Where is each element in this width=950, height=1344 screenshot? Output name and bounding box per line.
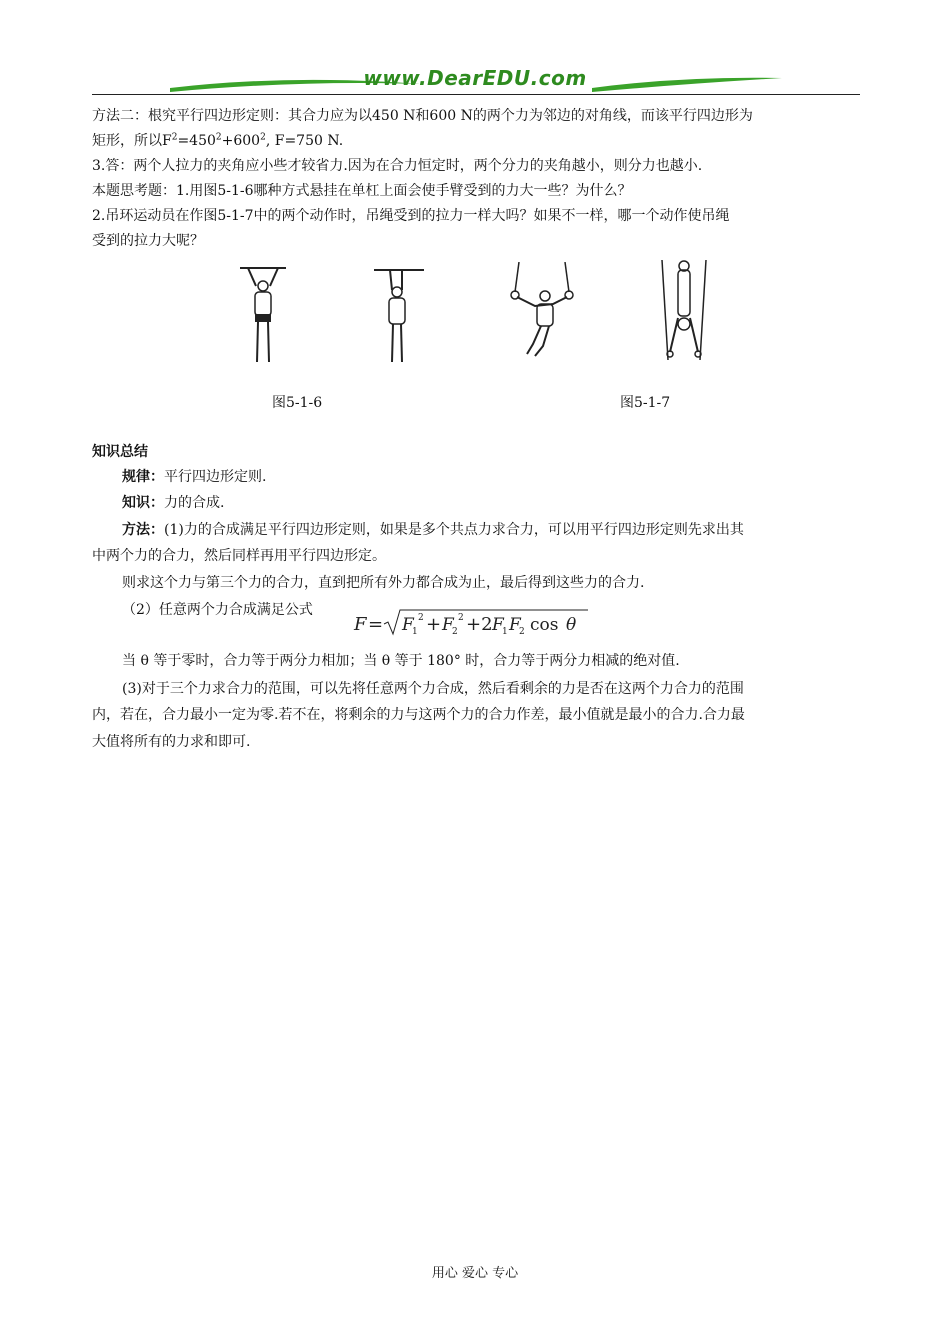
text-line-2: 矩形，所以$F^2=450^2+600^2$, F=750 N.	[92, 132, 344, 149]
method-line-3: 则求这个力与第三个力的合力，直到把所有外力都合成为止，最后得到这些力的合力.	[122, 575, 645, 591]
page-footer: 用心 爱心 专心	[431, 1266, 519, 1281]
svg-text:cos: cos	[530, 615, 559, 635]
method-line-2: 中两个力的合力，然后同样再用平行四边形定。	[92, 548, 386, 564]
method-3-line-1: (3)对于三个力求合力的范围，可以先将任意两个力合成，然后看剩余的力是否在这两个力合力的范围	[122, 681, 744, 697]
svg-text:+: +	[426, 614, 442, 635]
resultant-force-formula	[352, 606, 592, 638]
svg-text:=: =	[368, 614, 384, 635]
rings-inverted-figure	[654, 260, 714, 364]
page-header	[92, 66, 860, 98]
svg-text:1: 1	[502, 627, 508, 637]
svg-text:+2: +2	[466, 614, 493, 635]
text-line-1: 方法二：根究平行四边形定则：其合力应为以450 N和600 N的两个力为邻边的对角线，而该平行四边形为	[92, 108, 753, 124]
svg-text:2: 2	[458, 613, 464, 623]
theta-line: 当 θ 等于零时，合力等于两分力相加；当 θ 等于 180° 时，合力等于两分力相减的绝对值.	[122, 653, 680, 669]
figure-caption-5-1-7: 图5-1-7	[620, 395, 671, 411]
svg-text:2: 2	[452, 627, 458, 637]
svg-text:F: F	[509, 615, 521, 635]
svg-text:F: F	[354, 614, 367, 635]
figure-caption-5-1-6: 图5-1-6	[272, 395, 323, 411]
formula-graphic	[352, 606, 592, 640]
svg-text:2: 2	[418, 613, 424, 623]
header-rule	[92, 94, 860, 95]
bar-hang-wide-figure	[238, 262, 288, 372]
text-line-5: 2.吊环运动员在作图5-1-7中的两个动作时，吊绳受到的拉力一样大吗？如果不一样，哪一个动作使吊绳	[92, 208, 730, 224]
swoosh-right-decoration	[592, 74, 782, 94]
svg-text:F: F	[442, 615, 454, 635]
method-line-1: 方法：(1)力的合成满足平行四边形定则，如果是多个共点力求合力，可以用平行四边形定则先求出其	[122, 522, 744, 538]
svg-text:2: 2	[519, 627, 525, 637]
method-3-line-2: 内，若在，合力最小一定为零.若不在，将剩余的力与这两个力的合力作差，最小值就是最小的合力.合力最	[92, 707, 745, 723]
rule-line: 规律：平行四边形定则.	[122, 469, 267, 485]
svg-text:F: F	[402, 615, 414, 635]
svg-text:F: F	[492, 615, 504, 635]
text-line-4: 本题思考题：1.用图5-1-6哪种方式悬挂在单杠上面会使手臂受到的力大一些？为什么？	[92, 183, 632, 199]
svg-text:θ: θ	[566, 615, 577, 635]
text-line-6: 受到的拉力大呢？	[92, 233, 204, 249]
section-heading: 知识总结	[92, 444, 148, 460]
method-2-line: （2）任意两个力合成满足公式	[122, 602, 313, 618]
text-line-3: 3.答：两个人拉力的夹角应小些才较省力.因为在合力恒定时，两个分力的夹角越小，则分力也越小.	[92, 158, 703, 174]
site-logo: www.DearEDU.com	[363, 66, 587, 90]
bar-hang-narrow-figure	[368, 262, 428, 372]
svg-text:1: 1	[412, 627, 418, 637]
method-3-line-3: 大值将所有的力求和即可.	[92, 734, 251, 750]
knowledge-line: 知识：力的合成.	[122, 495, 225, 511]
rings-cross-figure	[505, 262, 585, 362]
